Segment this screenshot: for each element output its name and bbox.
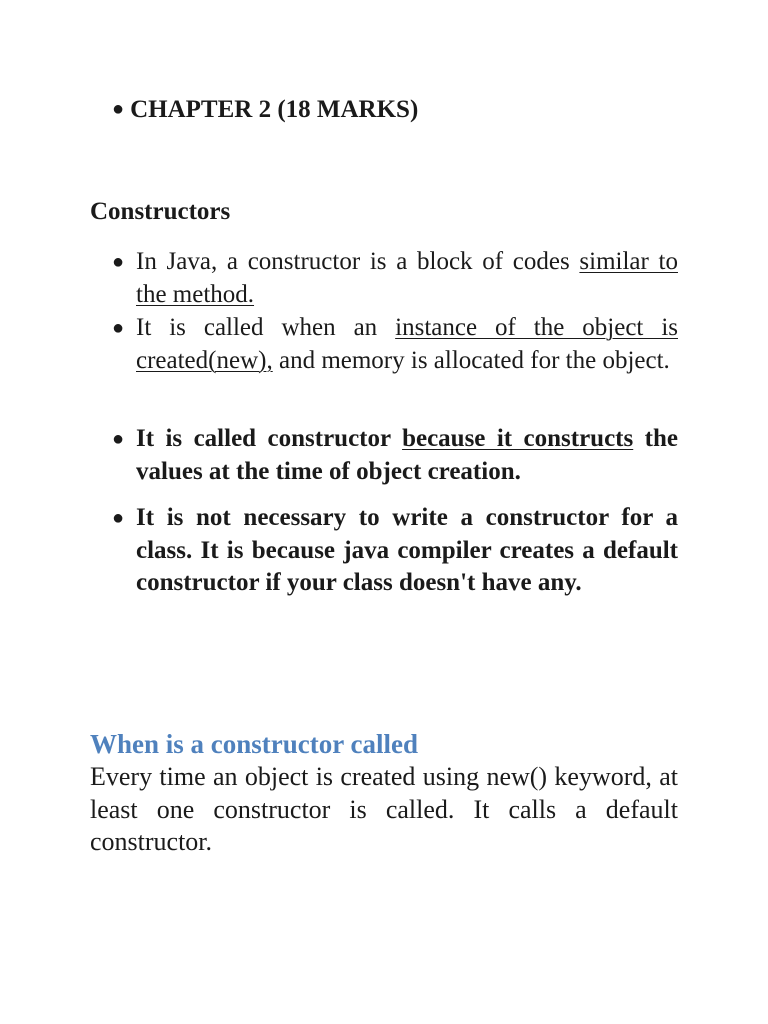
bullet-text: It is called when an	[136, 314, 396, 341]
bullet-text: the values at the time of object creation.	[136, 425, 678, 485]
bullet-list	[112, 246, 678, 311]
bullet-dot: ●	[112, 428, 125, 450]
bullet-dot: ●	[112, 251, 125, 273]
underlined-text: instance of the object is created(new),	[136, 314, 678, 374]
underlined-text: similar to the method.	[136, 248, 678, 308]
list-item	[112, 246, 678, 311]
body-paragraph: Every time an object is created using new() keyword, at least one constructor is called. It calls a default constructor.	[90, 762, 678, 856]
bullet-text: and memory is allocated for the object.	[272, 346, 670, 374]
list-item	[112, 502, 678, 600]
bullet-dot: ●	[112, 317, 125, 339]
underlined-text: because it constructs	[402, 425, 634, 452]
bullet-text: In Java, a constructor is a block of codes	[136, 248, 580, 275]
subsection-heading: When is a constructor called	[90, 729, 418, 759]
list-item	[112, 312, 678, 377]
bullet-list	[112, 312, 678, 377]
bullet-text: It is called constructor	[136, 425, 403, 452]
bullet-dot: ●	[112, 507, 125, 529]
bullet-dot: ●	[112, 98, 125, 120]
bullet-list	[112, 502, 678, 600]
bullet-list	[112, 423, 678, 488]
bullet-text: It is not necessary to write a constructor for a class. It is because java compiler creates a default constructor if your class doesn't have any.	[136, 504, 678, 596]
chapter-title-text: CHAPTER 2 (18 MARKS)	[130, 96, 419, 123]
list-item	[112, 423, 678, 488]
section-heading: Constructors	[90, 198, 231, 225]
chapter-title	[112, 94, 418, 127]
